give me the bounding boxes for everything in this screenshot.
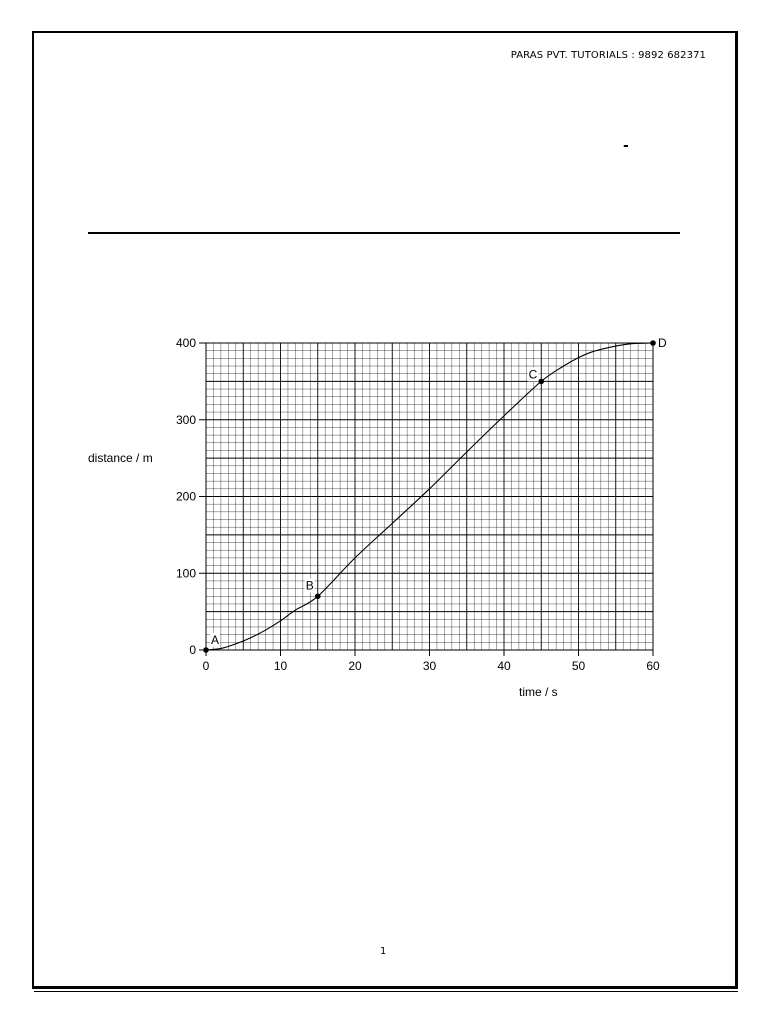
x-tick-label: 60: [646, 659, 660, 673]
point-d-label: D: [658, 336, 667, 350]
header-text: PARAS PVT. TUTORIALS : 9892 682371: [510, 50, 706, 61]
x-tick-label: 40: [497, 659, 511, 673]
point-d-marker: [650, 340, 656, 346]
x-tick-label: 50: [571, 659, 586, 673]
x-axis-label: time / s: [519, 685, 558, 699]
point-b-marker: [315, 593, 321, 599]
y-tick-label: 0: [189, 643, 196, 657]
y-tick-label: 100: [175, 566, 196, 581]
point-b-label: B: [305, 578, 314, 593]
y-tick-label: 400: [175, 336, 196, 350]
point-a-marker: [203, 647, 209, 653]
y-axis-ticks: [176, 336, 206, 657]
x-tick-label: 30: [422, 659, 437, 673]
dash-mark: -: [623, 138, 629, 154]
y-tick-label: 300: [175, 412, 196, 427]
page-number: 1: [380, 946, 387, 957]
y-tick-label: 200: [175, 489, 196, 504]
x-tick-label: 20: [348, 659, 362, 673]
point-c-marker: [538, 379, 544, 385]
point-c-label: C: [528, 367, 538, 382]
point-a-label: A: [211, 633, 220, 647]
y-axis-label: distance / m: [88, 451, 153, 465]
x-axis-ticks: [203, 650, 660, 673]
x-tick-label: 0: [202, 659, 210, 673]
x-tick-label: 10: [273, 659, 288, 673]
